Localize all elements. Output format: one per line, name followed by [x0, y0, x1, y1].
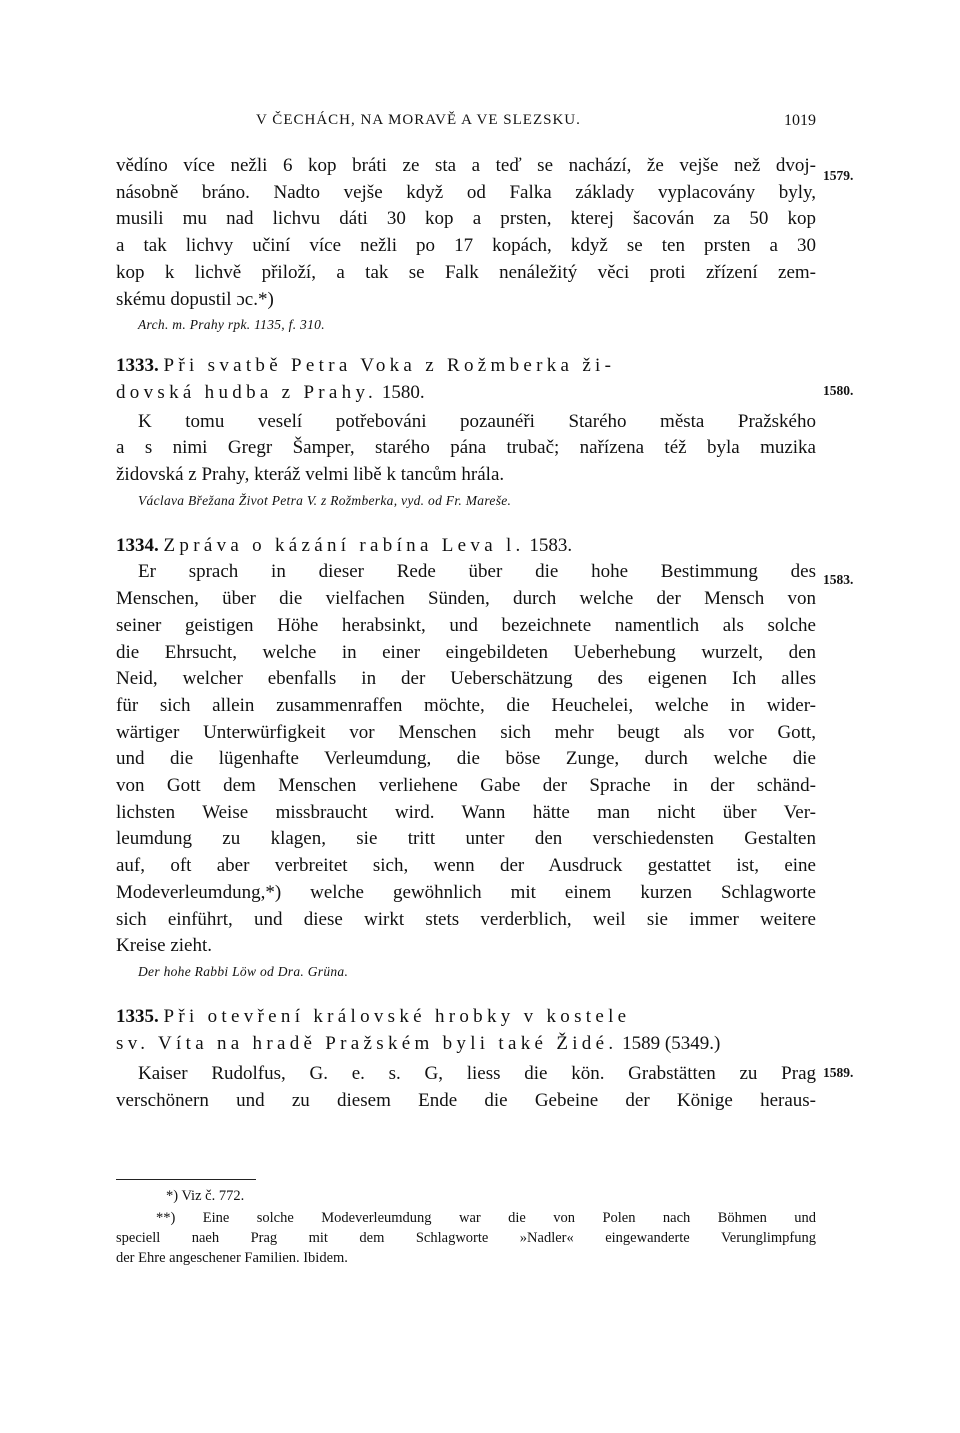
text-line: wärtiger Unterwürfigkeit vor Menschen sich mehr beugt als vor Gott, [116, 721, 816, 743]
entry-heading-cont [116, 380, 816, 407]
footnote-1 [116, 1186, 816, 1206]
entry-heading [116, 353, 816, 380]
entry-heading [116, 1004, 816, 1031]
margin-year: 1583. [823, 572, 854, 587]
text-line: a tak lichvy učiní více nežli po 17 kopách, když se ten prsten a 30 [116, 235, 816, 257]
text-line: und die lügenhafte Verleumdung, die böse Zunge, durch welche die [116, 748, 816, 770]
page [116, 100, 816, 1115]
entry-1333 [116, 353, 816, 509]
text-line: leumdung zu klagen, sie tritt unter den verschiedensten Gestalten [116, 828, 816, 850]
text-line: auf, oft aber verbreitet sich, wenn der Ausdruck gestattet ist, eine [116, 855, 816, 877]
source-citation: Der hohe Rabbi Löw od Dra. Grüna. [138, 963, 349, 979]
text-line: Modeverleumdung,*) welche gewöhnlich mit einem kurzen Schlagworte [116, 881, 816, 903]
entry-1334 [116, 533, 816, 980]
footnote-line: der Ehre angeschener Familien. Ibidem. [116, 1250, 348, 1266]
entry-1333-text [116, 409, 816, 489]
entry-1335-text [116, 1061, 816, 1114]
entry-heading [116, 533, 816, 560]
entry-number: 1334. [116, 534, 159, 556]
text-line: verschönern und zu diesem Ende die Gebeine der Könige heraus- [116, 1090, 816, 1112]
entry-title-cont: sv. Víta na hradě Pražském byli také Židé. [116, 1032, 618, 1054]
text-line: für sich allein zusammenraffen möchte, die Heuchelei, welche in wider- [116, 694, 816, 716]
entry-year: 1580. [381, 381, 425, 403]
entry-title: Při svatbě Petra Voka z Rožmberka ži- [163, 355, 616, 377]
text-line: Menschen, über die vielfachen Sünden, durch welche der Mensch von [116, 588, 816, 610]
entry-number: 1335. [116, 1005, 159, 1027]
footnote-line: speciell naeh Prag mit dem Schlagworte »Nadler« eingewanderte Verunglimpfung [116, 1230, 816, 1246]
entry-year: 1589 (5349.) [622, 1032, 721, 1054]
text-line: seiner geistigen Höhe herabsinkt, und bezeichnete namentlich als solche [116, 614, 816, 636]
source-citation: Václava Břežana Život Petra V. z Rožmberka, vyd. od Fr. Mareše. [138, 492, 512, 508]
text-line: kop k lichvě přiloží, a tak se Falk nenáležitý věci proti zřízení zem- [116, 261, 816, 283]
entry-number: 1333. [116, 355, 159, 377]
text-line: a s nimi Gregr Šamper, starého pána trubač; nařízena též byla muzika [116, 437, 816, 459]
margin-year: 1589. [823, 1065, 854, 1080]
text-line: musili mu nad lichvu dáti 30 kop a prsten, kterej šacován za 50 kop [116, 208, 816, 230]
text-line: Kreise zieht. [116, 935, 213, 957]
text-line: Er sprach in dieser Rede über die hohe Bestimmung des [138, 561, 816, 583]
text-line: die Ehrsucht, welche in einer eingebildeten Ueberhebung wurzelt, den [116, 641, 816, 663]
page-number: 1019 [784, 112, 816, 129]
source-citation: Arch. m. Prahy rpk. 1135, f. 310. [138, 317, 325, 333]
text-line: Kaiser Rudolfus, G. e. s. G, liess die kön. Grabstätten zu Prag [138, 1063, 816, 1085]
margin-year: 1580. [823, 383, 854, 398]
entry-1332-text [116, 153, 816, 313]
text-line: násobně bráno. Nadto vejše když od Falka základy vyplacovány byly, [116, 181, 816, 203]
text-line: lichsten Weise missbraucht wird. Wann hätte man nicht über Ver- [116, 801, 816, 823]
footnote-rule [116, 1179, 256, 1180]
text-line: Neid, welcher ebenfalls in der Ueberschätzung des eigenen Ich alles [116, 668, 816, 690]
footnote-text: *) Viz č. 772. [166, 1188, 245, 1204]
text-line: K tomu veselí potřebováni pozaunéři Starého města Pražského [138, 410, 816, 432]
text-line: von Gott dem Menschen verliehene Gabe der Sprache in der schänd- [116, 775, 816, 797]
entry-title: Zpráva o kázání rabína Leva l. [163, 534, 525, 556]
running-title: V ČECHÁCH, NA MORAVĚ A VE SLEZSKU. [256, 112, 581, 128]
text-line: židovská z Prahy, kteráž velmi libě k tancům hrála. [116, 464, 505, 486]
text-line: sich einführt, und diese wirkt stets verderblich, weil sie immer weitere [116, 908, 816, 930]
running-header [116, 100, 816, 136]
text-line: vědíno více nežli 6 kop bráti ze sta a teď se nachází, že vejše než dvoj- [116, 155, 816, 176]
entry-year: 1583. [529, 534, 573, 556]
text-line: skému dopustil ɔc.*) [116, 288, 274, 310]
entry-1332-tail [116, 153, 816, 333]
entry-title: Při otevření královské hrobky v kostele [163, 1005, 631, 1027]
entry-heading-cont [116, 1031, 816, 1058]
entry-1335 [116, 1004, 816, 1115]
margin-year: 1579. [823, 168, 854, 183]
entry-1334-text [116, 559, 816, 960]
entry-title-cont: dovská hudba z Prahy. [116, 381, 378, 403]
footnote-line: **) Eine solche Modeverleumdung war die von Polen nach Böhmen und [156, 1210, 816, 1226]
footnote-2 [116, 1208, 816, 1268]
